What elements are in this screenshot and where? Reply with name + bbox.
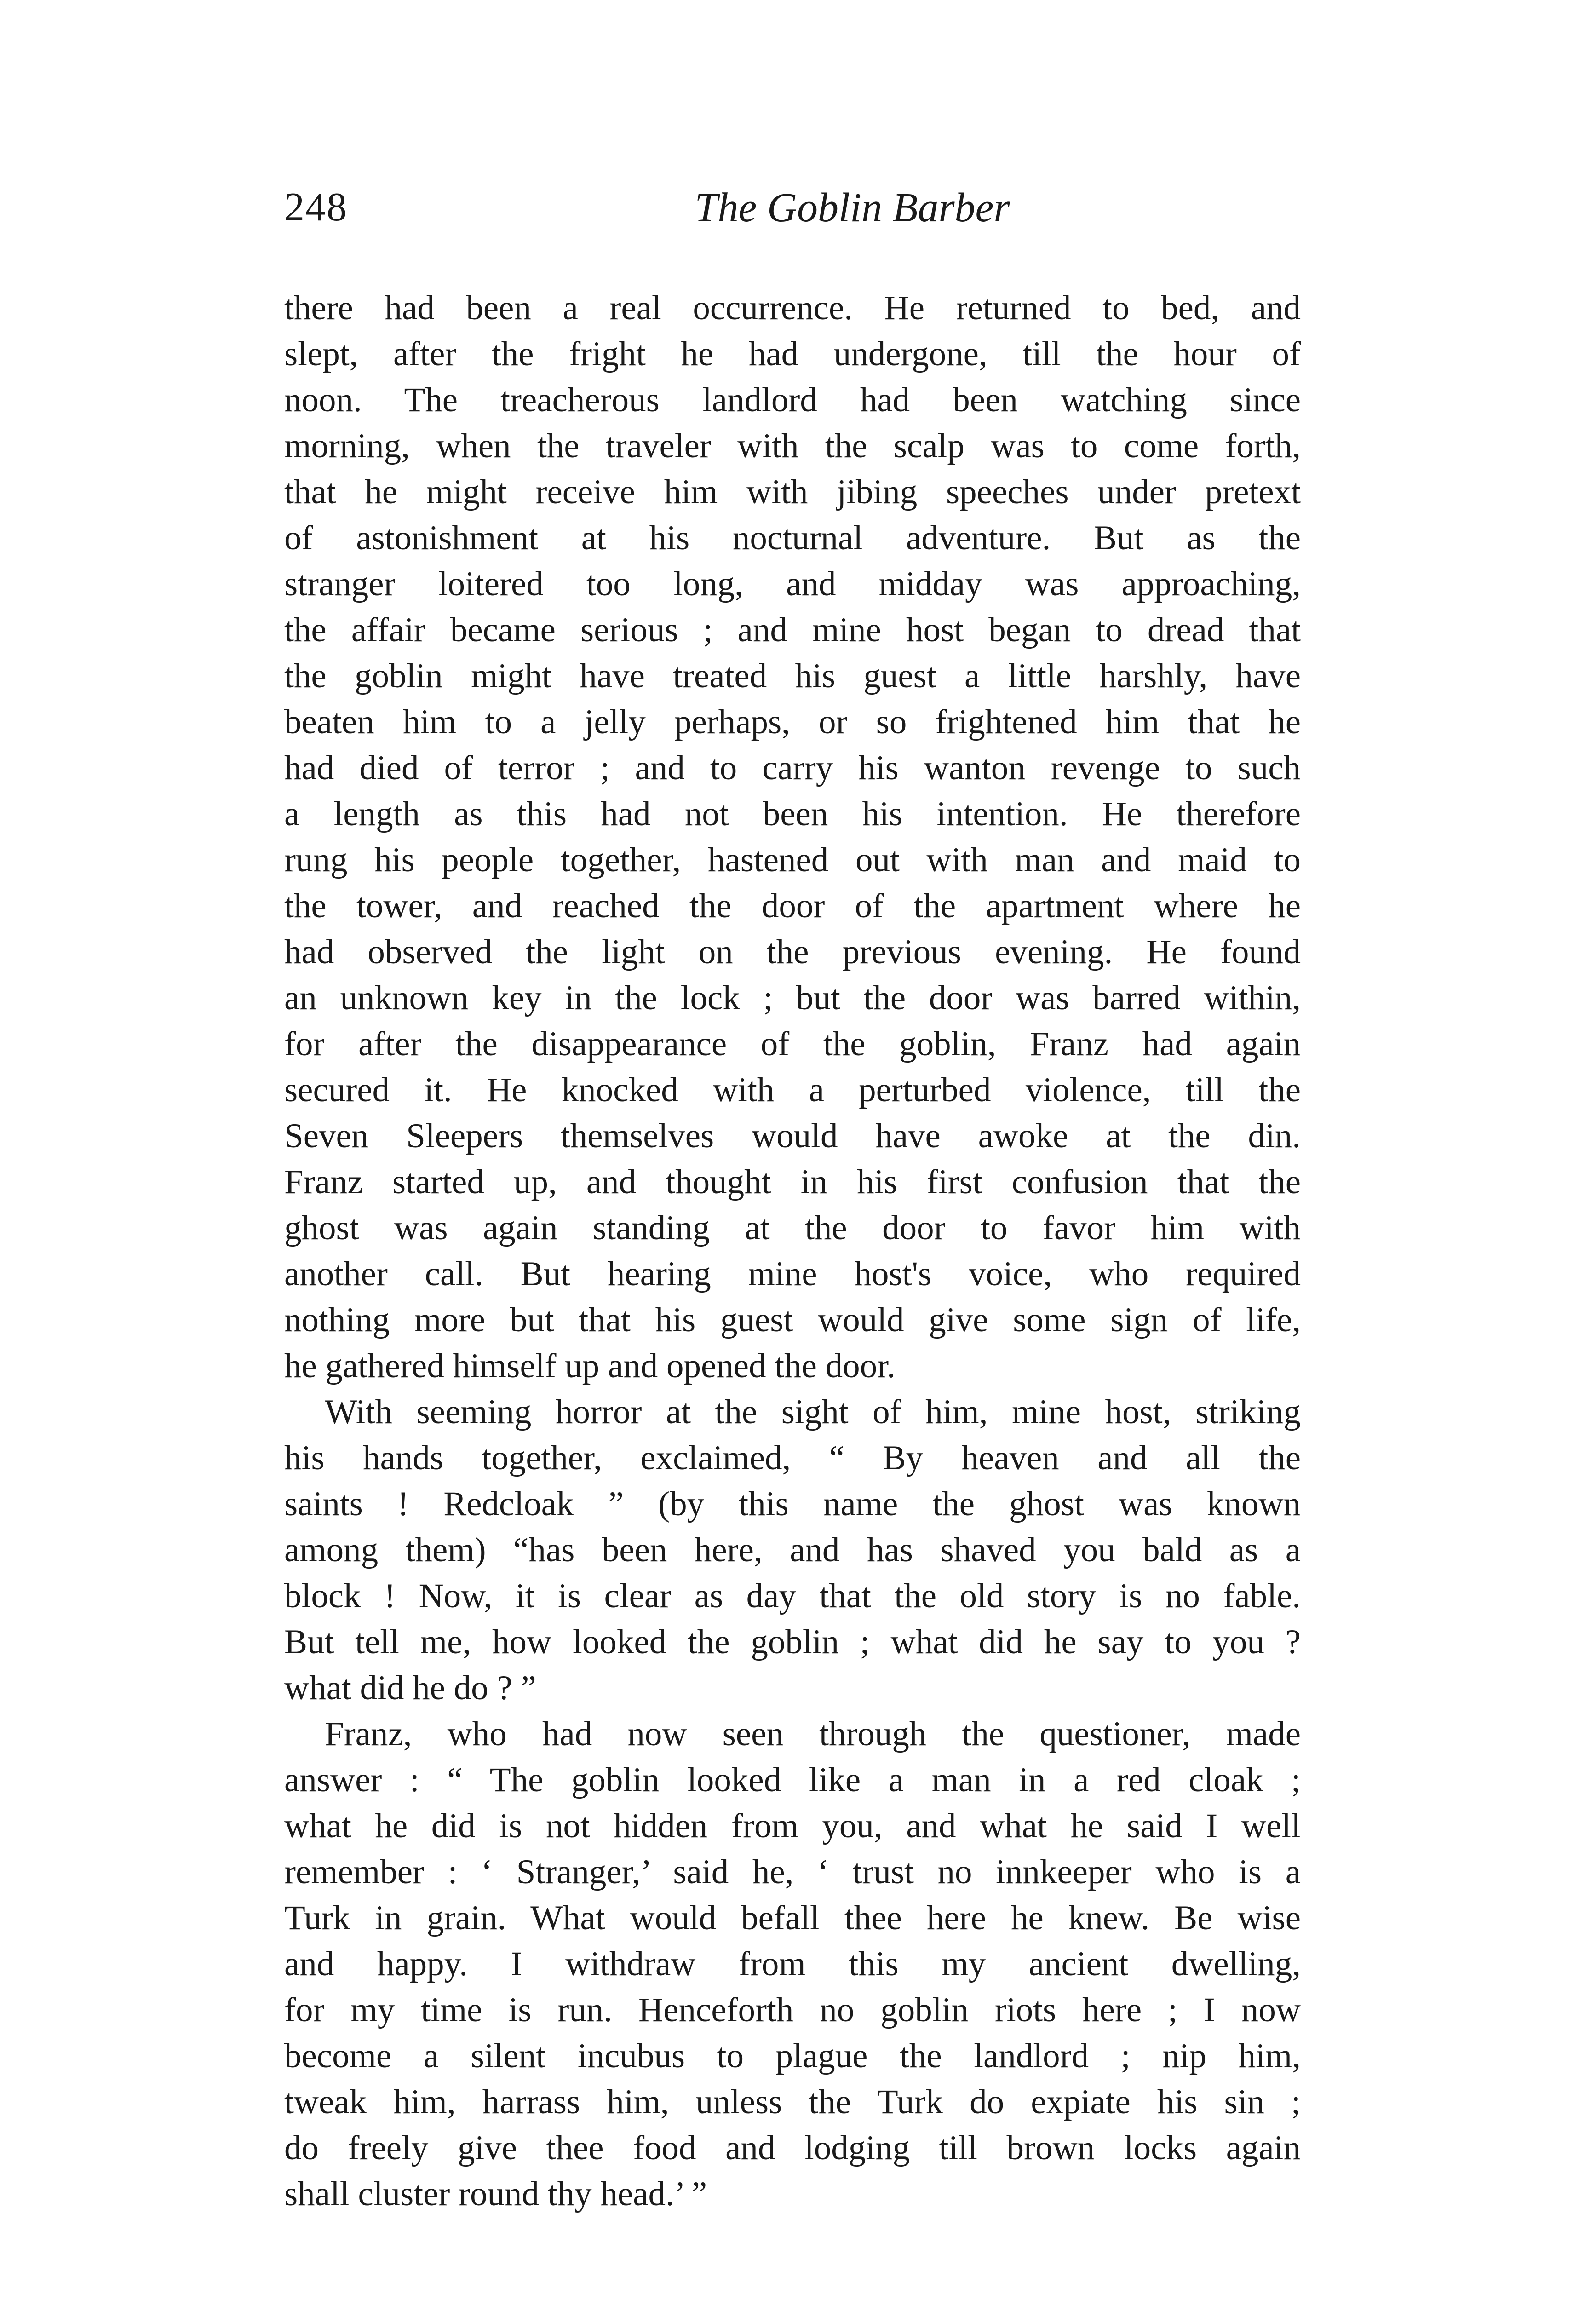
text-line: Franz started up, and thought in his first confusion that the [284,1163,1301,1201]
text-line: beaten him to a jelly perhaps, or so frightened him that he [284,703,1301,741]
text-line: remember : ‘ Stranger,’ said he, ‘ trust no innkeeper who is a [284,1853,1301,1891]
text-line-paragraph-start: With seeming horror at the sight of him, mine host, striking [325,1393,1301,1431]
body-text [284,285,1301,2217]
text-line: an unknown key in the lock ; but the door was barred within, [284,979,1301,1017]
text-line: had observed the light on the previous evening. He found [284,933,1301,971]
text-line: the affair became serious ; and mine host began to dread that [284,611,1301,649]
text-line: the goblin might have treated his guest a little harshly, have [284,657,1301,695]
text-line: a length as this had not been his intention. He therefore [284,795,1301,833]
text-line: rung his people together, hastened out with man and maid to [284,841,1301,879]
text-line: another call. But hearing mine host's voice, who required [284,1255,1301,1293]
page-number: 248 [284,185,348,230]
text-line: nothing more but that his guest would give some sign of life, [284,1301,1301,1339]
text-line: that he might receive him with jibing speeches under pretext [284,473,1301,511]
text-line: of astonishment at his nocturnal adventure. But as the [284,519,1301,557]
text-line: saints ! Redcloak ” (by this name the ghost was known [284,1485,1301,1523]
text-line: Turk in grain. What would befall thee here he knew. Be wise [284,1899,1301,1937]
text-line-paragraph-end: what did he do ? ” [284,1669,536,1707]
running-title: The Goblin Barber [695,185,1010,230]
text-line: ghost was again standing at the door to favor him with [284,1209,1301,1247]
text-line: what he did is not hidden from you, and what he said I well [284,1807,1301,1845]
text-line: do freely give thee food and lodging till brown locks again [284,2129,1301,2167]
text-line: Seven Sleepers themselves would have awoke at the din. [284,1117,1301,1155]
text-line: and happy. I withdraw from this my ancient dwelling, [284,1945,1301,1983]
text-line: morning, when the traveler with the scalp was to come forth, [284,427,1301,465]
text-line: for after the disappearance of the goblin, Franz had again [284,1025,1301,1063]
text-line: noon. The treacherous landlord had been watching since [284,381,1301,419]
text-line: stranger loitered too long, and midday was approaching, [284,565,1301,603]
text-line: secured it. He knocked with a perturbed violence, till the [284,1071,1301,1109]
text-line: among them) “has been here, and has shaved you bald as a [284,1531,1301,1569]
text-line: had died of terror ; and to carry his wanton revenge to such [284,749,1301,787]
text-line: there had been a real occurrence. He returned to bed, and [284,289,1301,327]
text-line-paragraph-start: Franz, who had now seen through the questioner, made [325,1715,1301,1753]
running-head [284,184,1301,239]
text-line: block ! Now, it is clear as day that the old story is no fable. [284,1577,1301,1615]
text-line-paragraph-end: shall cluster round thy head.’ ” [284,2175,707,2213]
text-line: tweak him, harrass him, unless the Turk do expiate his sin ; [284,2083,1301,2121]
text-line: his hands together, exclaimed, “ By heaven and all the [284,1439,1301,1477]
text-line: answer : “ The goblin looked like a man in a red cloak ; [284,1761,1301,1799]
text-line: But tell me, how looked the goblin ; what did he say to you ? [284,1623,1301,1661]
text-line: the tower, and reached the door of the apartment where he [284,887,1301,925]
text-line: for my time is run. Henceforth no goblin riots here ; I now [284,1991,1301,2029]
text-line: become a silent incubus to plague the landlord ; nip him, [284,2037,1301,2075]
text-line: slept, after the fright he had undergone, till the hour of [284,335,1301,373]
text-line-paragraph-end: he gathered himself up and opened the door. [284,1347,896,1385]
